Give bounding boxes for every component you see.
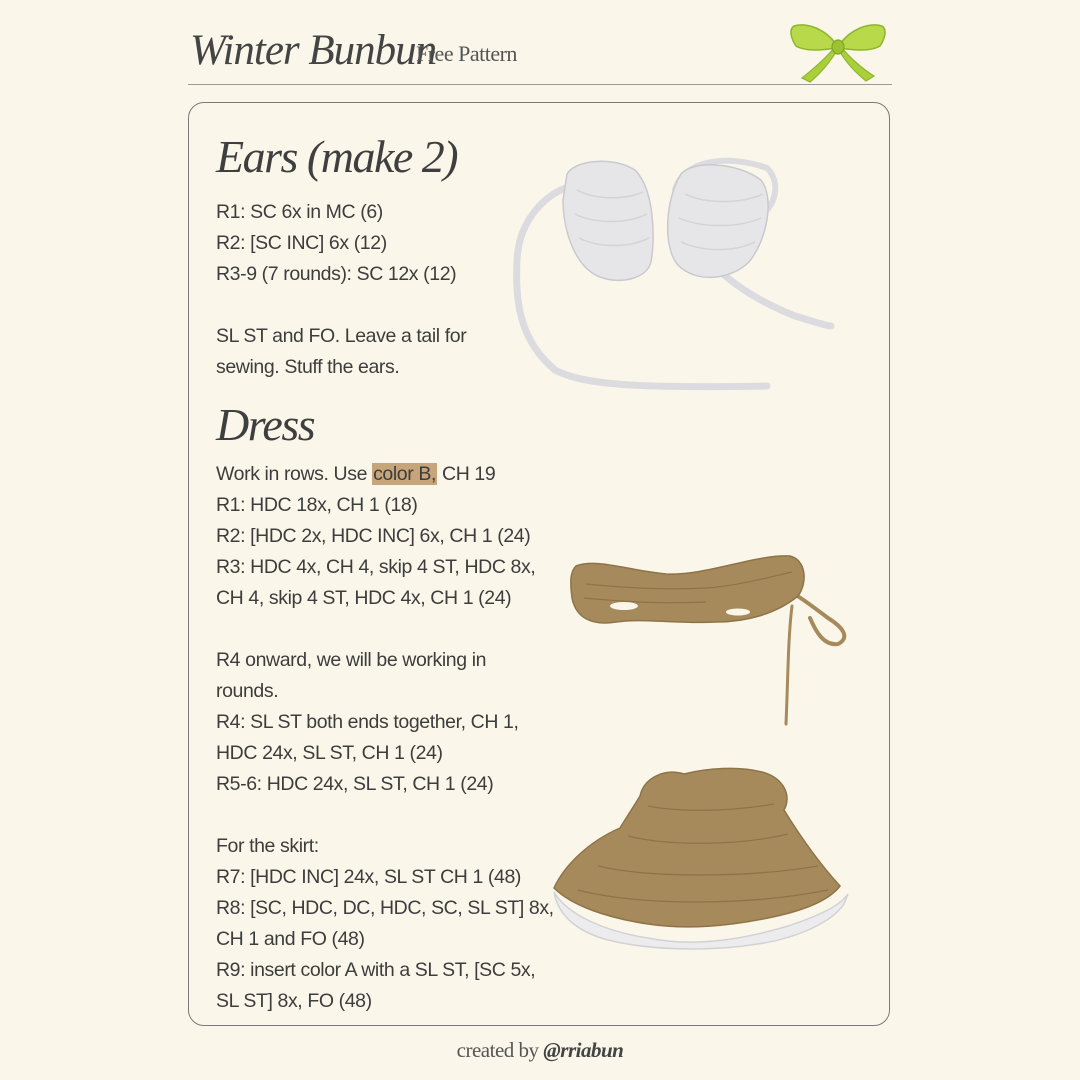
page-title: Winter Bunbun xyxy=(190,27,437,74)
instruction-line: HDC 24x, SL ST, CH 1 (24) xyxy=(216,742,443,764)
instruction-line: R3: HDC 4x, CH 4, skip 4 ST, HDC 8x, xyxy=(216,556,536,578)
instruction-line: R3-9 (7 rounds): SC 12x (12) xyxy=(216,263,457,285)
instruction-line: For the skirt: xyxy=(216,835,319,857)
instruction-line: SL ST and FO. Leave a tail for xyxy=(216,325,467,347)
intro-text: Work in rows. Use xyxy=(216,463,368,485)
instruction-line: R5-6: HDC 24x, SL ST, CH 1 (24) xyxy=(216,773,494,795)
instruction-line: R8: [SC, HDC, DC, HDC, SC, SL ST] 8x, xyxy=(216,897,554,919)
instruction-line: R2: [SC INC] 6x (12) xyxy=(216,232,387,254)
ears-title: Ears (make 2) xyxy=(216,131,458,182)
ears-photo xyxy=(505,150,845,400)
intro-text: CH 19 xyxy=(442,463,496,485)
header xyxy=(190,24,890,84)
header-divider xyxy=(188,84,892,85)
instruction-line: SL ST] 8x, FO (48) xyxy=(216,990,372,1012)
instruction-line: rounds. xyxy=(216,680,279,702)
author-handle: @rriabun xyxy=(543,1038,624,1062)
instruction-line: R1: SC 6x in MC (6) xyxy=(216,201,383,223)
instruction-line: CH 1 and FO (48) xyxy=(216,928,365,950)
dress-skirt-photo xyxy=(548,766,852,952)
page-subtitle: Free Pattern xyxy=(416,41,517,66)
bow-icon xyxy=(786,18,890,84)
instruction-line: R2: [HDC 2x, HDC INC] 6x, CH 1 (24) xyxy=(216,525,531,547)
instruction-line: R4 onward, we will be working in xyxy=(216,649,487,671)
dress-collar-photo xyxy=(566,548,850,728)
instruction-line: R1: HDC 18x, CH 1 (18) xyxy=(216,494,418,516)
dress-title: Dress xyxy=(216,399,315,450)
color-b-highlight: color B, xyxy=(373,463,436,485)
footer-credit xyxy=(0,1038,1080,1063)
instruction-line: R4: SL ST both ends together, CH 1, xyxy=(216,711,519,733)
instruction-line: CH 4, skip 4 ST, HDC 4x, CH 1 (24) xyxy=(216,587,512,609)
footer-prefix: created by xyxy=(456,1038,539,1062)
instruction-line: sewing. Stuff the ears. xyxy=(216,356,400,378)
dress-instructions xyxy=(216,459,556,1017)
instruction-line: R9: insert color A with a SL ST, [SC 5x, xyxy=(216,959,536,981)
dress-intro xyxy=(216,459,556,490)
instruction-line: R7: [HDC INC] 24x, SL ST CH 1 (48) xyxy=(216,866,521,888)
